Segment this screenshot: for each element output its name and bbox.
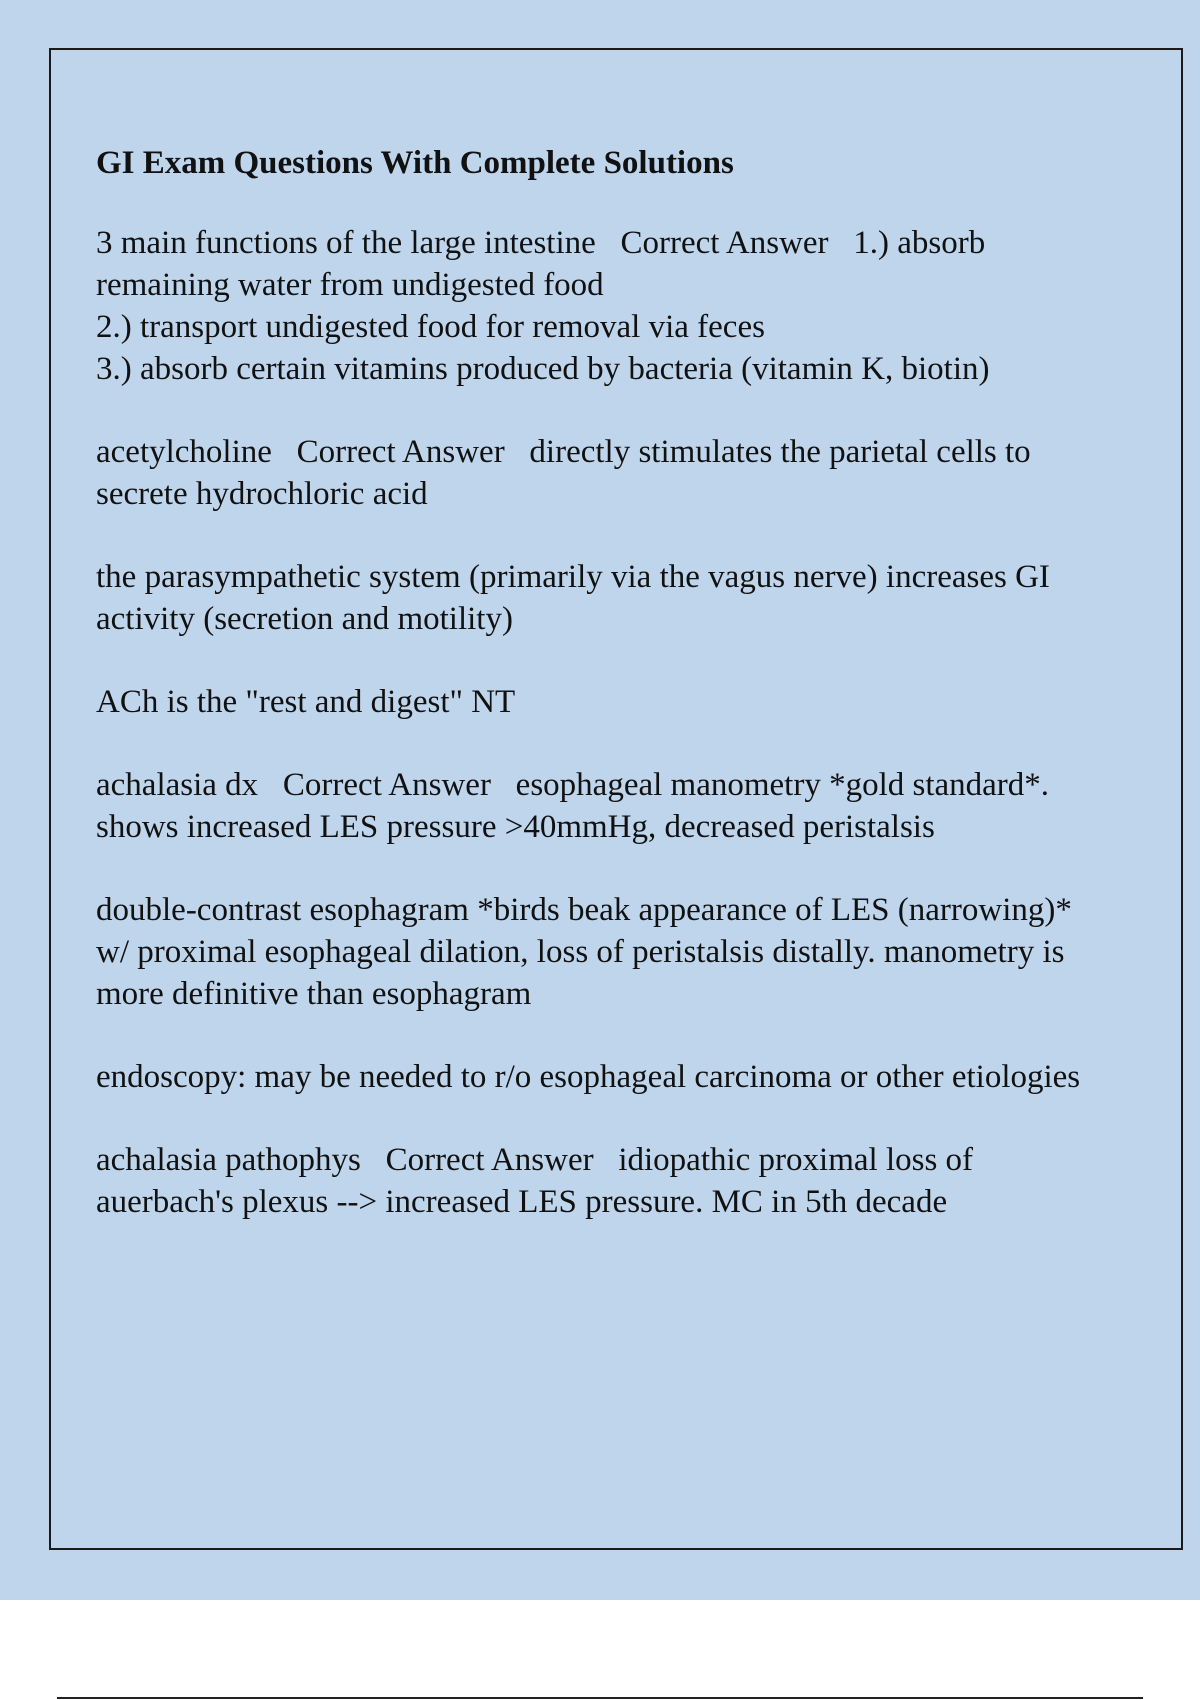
entry-achalasia-pathophys: achalasia pathophys Correct Answer idiopathic proximal loss of auerbach's plexus --> increased LES pressure. MC in 5th decade xyxy=(96,1142,982,1220)
document-body xyxy=(96,142,1086,1264)
entry-achalasia-dx: achalasia dx Correct Answer esophageal manometry *gold standard*. shows increased LES pressure >40mmHg, decreased peristalsis xyxy=(96,767,1058,845)
entry-esophagram: double-contrast esophagram *birds beak appearance of LES (narrowing)* w/ proximal esophageal dilation, loss of peristalsis distally. manometry is more definitive than esophagram xyxy=(96,892,1081,1012)
entry-ach-rest-and-digest: ACh is the "rest and digest" NT xyxy=(96,684,516,720)
entry-large-intestine-functions: 3 main functions of the large intestine Correct Answer 1.) absorb remaining water from undigested food 2.) transport undigested food for removal via feces 3.) absorb certain vitamins produced by bacteria (vitamin K, biotin) xyxy=(96,225,990,387)
bottom-divider xyxy=(57,1697,1143,1699)
entry-endoscopy: endoscopy: may be needed to r/o esophageal carcinoma or other etiologies xyxy=(96,1059,1081,1095)
entry-parasympathetic-system: the parasympathetic system (primarily via the vagus nerve) increases GI activity (secretion and motility) xyxy=(96,559,1059,637)
document-title: GI Exam Questions With Complete Solutions xyxy=(96,145,734,181)
entry-acetylcholine: acetylcholine Correct Answer directly stimulates the parietal cells to secrete hydrochloric acid xyxy=(96,434,1039,512)
